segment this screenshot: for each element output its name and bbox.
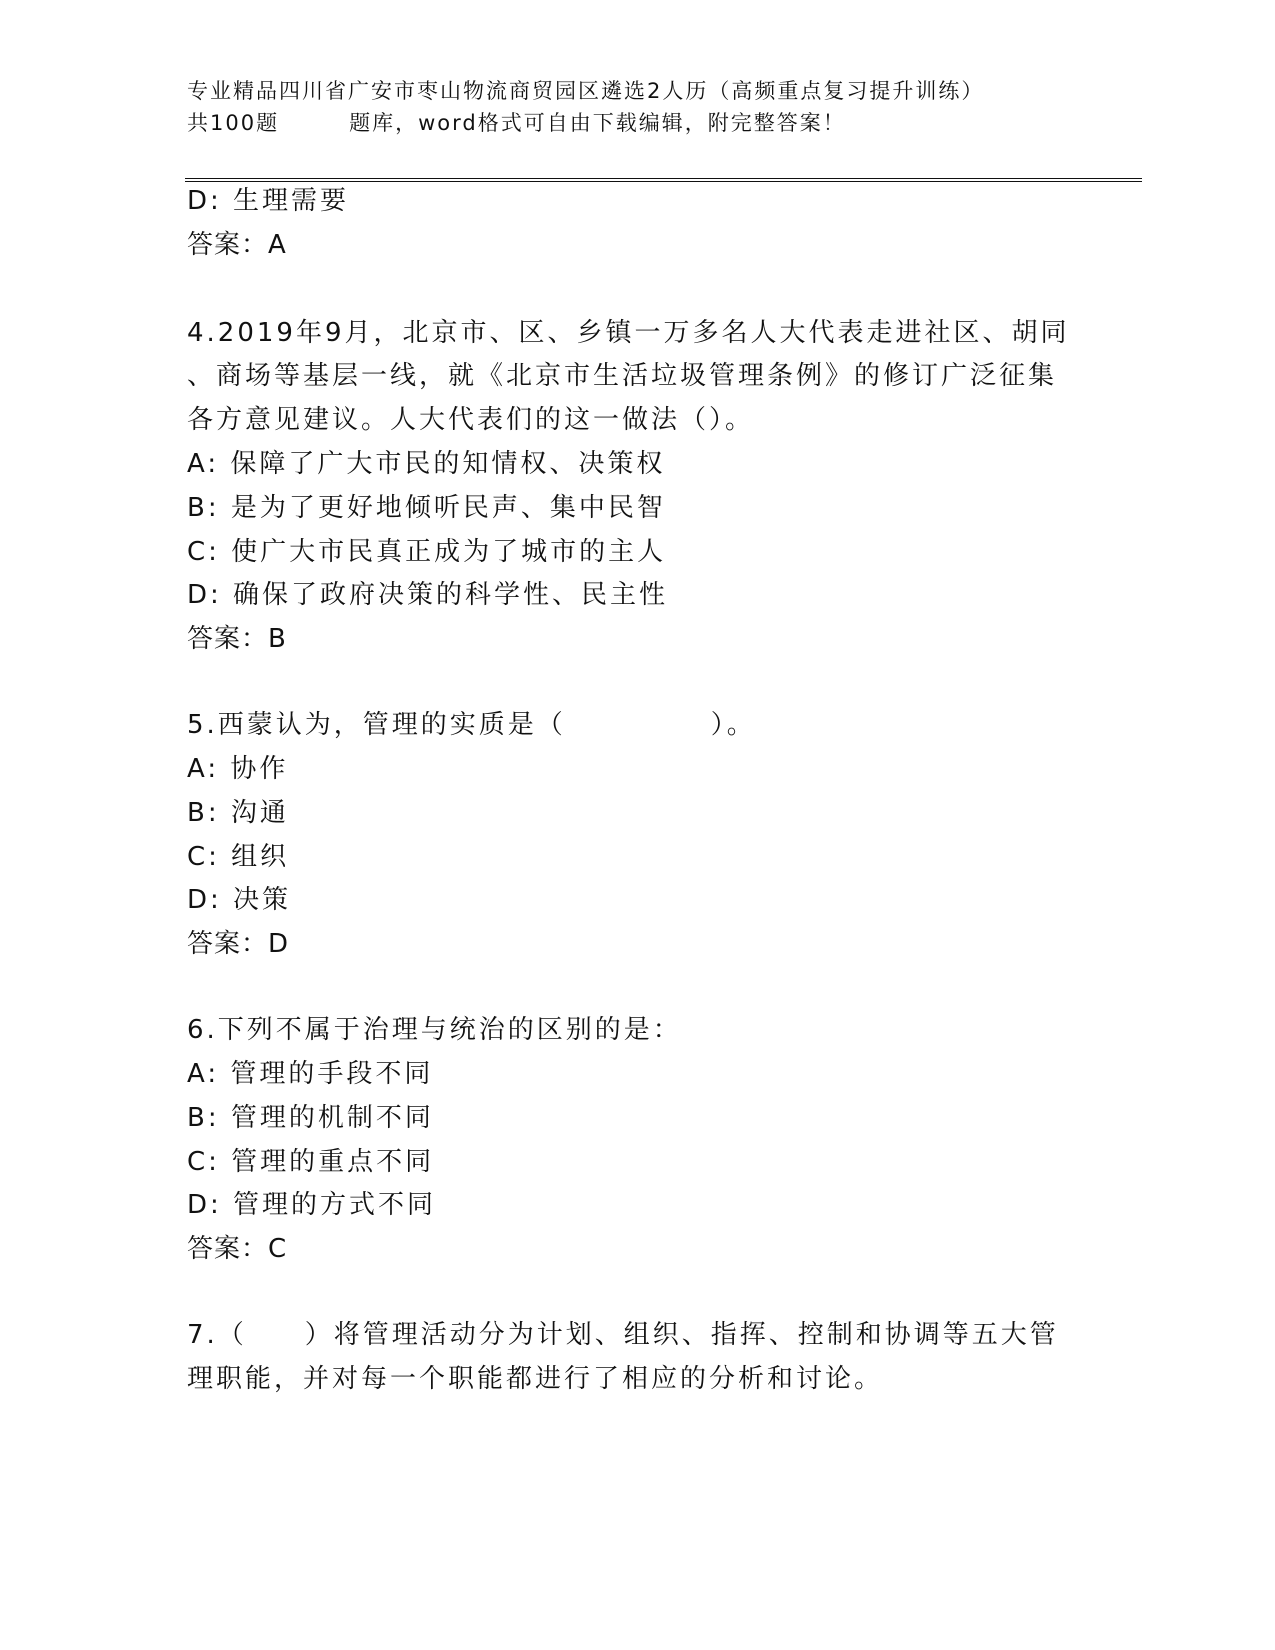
- q7-stem-line-2: 理职能，并对每一个职能都进行了相应的分析和讨论。: [187, 1364, 884, 1394]
- q6-option-c: C: 管理的重点不同: [187, 1147, 435, 1177]
- q6-option-a: A: 管理的手段不同: [187, 1059, 434, 1089]
- q6-option-d: D: 管理的方式不同: [187, 1190, 437, 1220]
- q6-answer: 答案：C: [187, 1234, 288, 1264]
- q3-answer: 答案：A: [187, 230, 287, 260]
- q5-option-a: A: 协作: [187, 754, 289, 784]
- q5-option-c: C: 组织: [187, 842, 290, 872]
- download-note: 题库，word格式可自由下载编辑，附完整答案！: [349, 111, 846, 135]
- q4-stem-line-2: 、商场等基层一线，就《北京市生活垃圾管理条例》的修订广泛征集: [187, 361, 1058, 391]
- q6-option-b: B: 管理的机制不同: [187, 1103, 434, 1133]
- q7-stem-line-1: 7.（ ）将管理活动分为计划、组织、指挥、控制和协调等五大管: [187, 1320, 1059, 1350]
- document-title-line-2: [187, 107, 1087, 139]
- q4-option-a: A: 保障了广大市民的知情权、决策权: [187, 449, 666, 479]
- q5-option-b: B: 沟通: [187, 798, 289, 828]
- q4-answer: 答案：B: [187, 624, 287, 654]
- q5-answer: 答案：D: [187, 929, 290, 959]
- q5-stem: 5.西蒙认为，管理的实质是（ ）。: [187, 710, 756, 740]
- q4-stem-line-3: 各方意见建议。人大代表们的这一做法（）。: [187, 405, 755, 435]
- q4-option-c: C: 使广大市民真正成为了城市的主人: [187, 537, 667, 567]
- document-title-line-1: 专业精品四川省广安市枣山物流商贸园区遴选2人历（高频重点复习提升训练）: [187, 79, 985, 103]
- q4-stem-line-1: 4.2019年9月，北京市、区、乡镇一万多名人大代表走进社区、胡同: [187, 318, 1070, 348]
- q4-option-d: D: 确保了政府决策的科学性、民主性: [187, 580, 669, 610]
- q5-option-d: D: 决策: [187, 885, 292, 915]
- question-count: 共100题: [187, 111, 280, 135]
- q4-option-b: B: 是为了更好地倾听民声、集中民智: [187, 493, 666, 523]
- q6-stem: 6.下列不属于治理与统治的区别的是：: [187, 1015, 682, 1045]
- q3-option-d: D: 生理需要: [187, 186, 350, 216]
